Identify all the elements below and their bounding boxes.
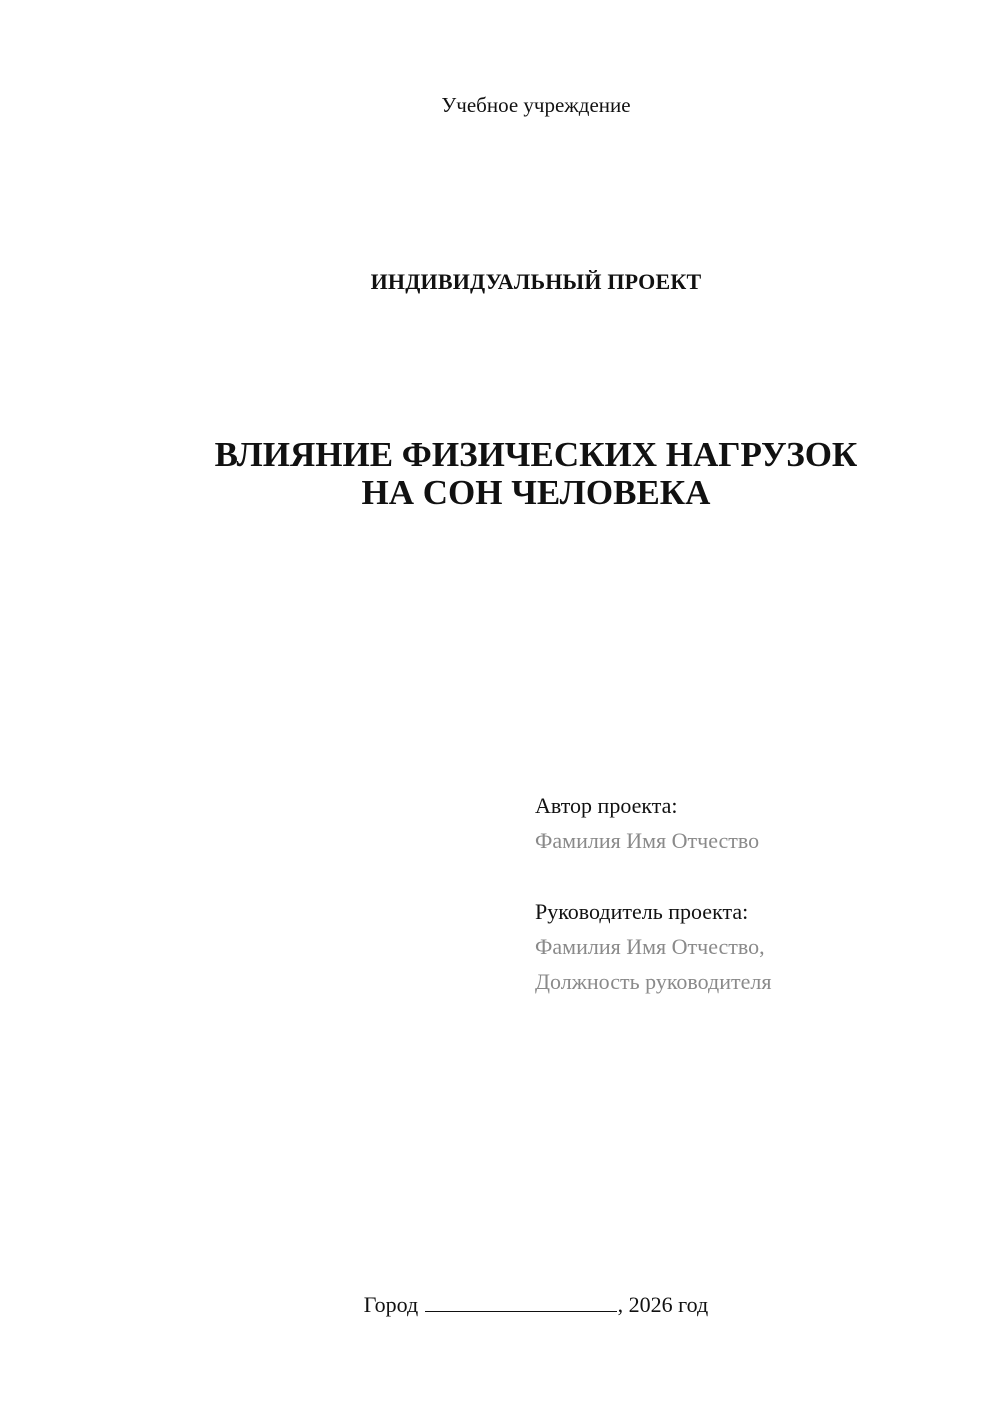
project-title-line-1: ВЛИЯНИЕ ФИЗИЧЕСКИХ НАГРУЗОК bbox=[214, 435, 858, 474]
signature-spacer bbox=[535, 858, 975, 894]
city-label: Город bbox=[363, 1292, 424, 1317]
city-blank-line bbox=[425, 1291, 617, 1312]
project-title-line-2: НА СОН ЧЕЛОВЕКА bbox=[361, 473, 711, 512]
supervisor-name: Фамилия Имя Отчество, bbox=[535, 934, 765, 959]
institution-name: Учебное учреждение bbox=[441, 93, 631, 117]
author-name: Фамилия Имя Отчество bbox=[535, 828, 760, 853]
city-year-line bbox=[0, 1290, 1000, 1320]
author-label: Автор проекта: bbox=[535, 793, 678, 818]
signature-block bbox=[535, 788, 975, 999]
project-title bbox=[0, 436, 1000, 512]
year-text: , 2026 год bbox=[617, 1292, 709, 1317]
supervisor-position: Должность руководителя bbox=[535, 969, 772, 994]
supervisor-label: Руководитель проекта: bbox=[535, 899, 749, 924]
document-type: ИНДИВИДУАЛЬНЫЙ ПРОЕКТ bbox=[370, 269, 702, 294]
